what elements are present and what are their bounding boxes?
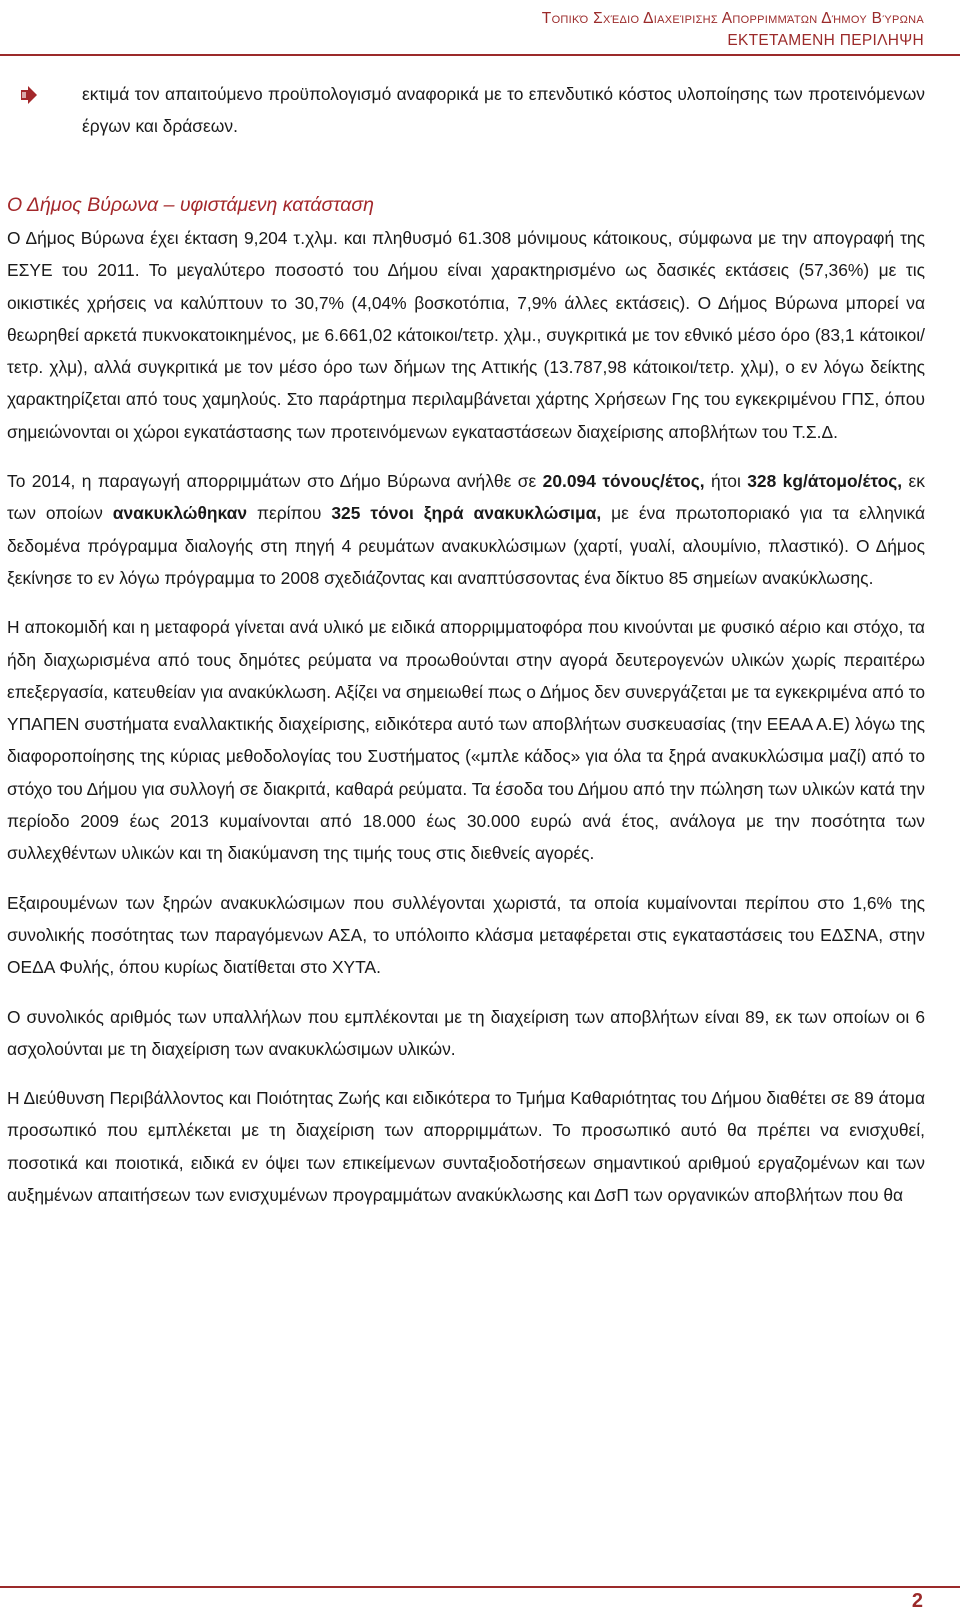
text-run: ήτοι (704, 471, 748, 492)
footer-rule (0, 1586, 960, 1588)
page-body (7, 78, 925, 1211)
text-run: Το 2014, η παραγωγή απορριμμάτων στο Δήμο Βύρωνα ανήλθε σε (7, 471, 543, 492)
bold-run: 20.094 τόνους/έτος, (542, 471, 705, 492)
arrow-right-icon (20, 86, 38, 104)
running-header (542, 8, 924, 52)
text-run: περίπου (247, 503, 332, 524)
header-subtitle: ΕΚΤΕΤΑΜΕΝΗ ΠΕΡΙΛΗΨΗ (727, 32, 924, 49)
page-number: 2 (911, 1590, 923, 1612)
header-rule (0, 54, 960, 56)
text-run: με ένα πρωτοποριακό για τα ελληνικά δεδομένα πρόγραμμα διαλογής στη πηγή 4 ρευμάτων ανακυκλώσιμων (χαρτί, γυαλί, αλουμίνιο, πλαστικό). Ο Δήμος ξεκίνησε το εν λόγω πρόγραμμα το 2008 σχεδιάζοντας και αναπτύσσοντας ένα δίκτυο 85 σημείων ανακύκλωσης. (7, 503, 925, 588)
paragraph-residual-fraction: Εξαιρουμένων των ξηρών ανακυκλώσιμων που συλλέγονται χωριστά, τα οποία κυμαίνονται περίπου στο 1,6% της συνολικής ποσότητας των παραγόμενων ΑΣΑ, το υπόλοιπο κλάσμα μεταφέρεται στις εγκαταστάσεις του ΕΔΣΝΑ, στην ΟΕΔΑ Φυλής, όπου κυρίως διατίθεται στο ΧΥΤΑ. (7, 892, 925, 978)
header-document-title: Τοπικό Σχέδιο Διαχείρισης Απορριμμάτων Δήμου Βύρωνα (541, 10, 924, 27)
bullet-item (7, 78, 925, 142)
bold-run: 328 kg/άτομο/έτος, (747, 471, 903, 492)
paragraph-staff-total: Ο συνολικός αριθμός των υπαλλήλων που εμπλέκονται με τη διαχείριση των αποβλήτων είναι 89, εκ των οποίων οι 6 ασχολούνται με τη διαχείριση των ανακυκλώσιμων υλικών. (7, 1006, 925, 1059)
paragraph-collection-transport: Η αποκομιδή και η μεταφορά γίνεται ανά υλικό με ειδικά απορριμματοφόρα που κινούνται με φυσικό αέριο και στόχο, τα ήδη διαχωρισμένα από τους δημότες ρεύματα να προωθούνται στην αγορά δευτερογενών υλικών χωρίς περαιτέρω επεξεργασία, κατευθείαν για ανακύκλωση. Αξίζει να σημειωθεί πως ο Δήμος δεν συνεργάζεται με τα εγκεκριμένα από το ΥΠΑΠΕΝ συστήματα εναλλακτικής διαχείρισης, ειδικότερα αυτό των αποβλήτων συσκευασίας (την ΕΕΑΑ Α.Ε) λόγω της διαφοροποίησης της κύριας μεθοδολογίας του Συστήματος («μπλε κάδος» για όλα τα ξηρά ανακυκλώσιμα μαζί) από το στόχο του Δήμου για συλλογή σε διακριτά, καθαρά ρεύματα. Τα έσοδα του Δήμου από την πώληση των υλικών κατά την περίοδο 2009 έως 2013 κυμαίνονται από 18.000 έως 30.000 ευρώ ανά έτος, ανάλογα με την ποσότητα των συλλεχθέντων υλικών και τη διακύμανση της τιμής τους στις διεθνείς αγορές. (7, 617, 925, 864)
paragraph-waste-production (7, 465, 925, 594)
bullet-text: εκτιμά τον απαιτούμενο προϋπολογισμό αναφορικά με το επενδυτικό κόστος υλοποίησης των προτεινόμενων έργων και δράσεων. (82, 84, 925, 136)
section-title: Ο Δήμος Βύρωνα – υφιστάμενη κατάσταση (7, 194, 375, 216)
paragraph-area-population: Ο Δήμος Βύρωνα έχει έκταση 9,204 τ.χλμ. και πληθυσμό 61.308 μόνιμους κάτοικους, σύμφωνα με την απογραφή της ΕΣΥΕ του 2011. Το μεγαλύτερο ποσοστό του Δήμου είναι χαρακτηρισμένο ως δασικές εκτάσεις (57,36%) με τις οικιστικές χρήσεις να καλύπτουν το 30,7% (4,04% βοσκοτόπια, 7,9% άλλες εκτάσεις). Ο Δήμος Βύρωνα μπορεί να θεωρηθεί αρκετά πυκνοκατοικημένος, με 6.661,02 κάτοικοι/τετρ. χλμ., συγκριτικά με τον εθνικό μέσο όρο (83,1 κάτοικοι/τετρ. χλμ), αλλά συγκριτικά με τον μέσο όρο των δήμων της Αττικής (13.787,98 κάτοικοι/τετρ. χλμ), ο εν λόγω δείκτης χαρακτηρίζεται από τους χαμηλούς. Στο παράρτημα περιλαμβάνεται χάρτης Χρήσεων Γης του εγκεκριμένου ΓΠΣ, όπου σημειώνονται οι χώροι εγκατάστασης των προτεινόμενων εγκαταστάσεων διαχείρισης αποβλήτων του Τ.Σ.Δ. (7, 228, 925, 442)
paragraph-department-staff: Η Διεύθυνση Περιβάλλοντος και Ποιότητας Ζωής και ειδικότερα το Τμήμα Καθαριότητας του Δήμου διαθέτει σε 89 άτομα προσωπικό που εμπλέκεται με τη διαχείριση των απορριμμάτων. Το προσωπικό αυτό θα πρέπει να ενισχυθεί, ποσοτικά και ποιοτικά, ειδικά εν όψει των επικείμενων συνταξιοδοτήσεων σημαντικού αριθμού εργαζομένων και των αυξημένων απαιτήσεων των ενισχυμένων προγραμμάτων ανακύκλωσης και ΔσΠ των οργανικών αποβλήτων που θα (7, 1088, 925, 1206)
bold-run: ανακυκλώθηκαν (112, 503, 248, 524)
bold-run: 325 τόνοι ξηρά ανακυκλώσιμα, (331, 503, 602, 524)
text-run: εκ των οποίων (7, 471, 925, 524)
